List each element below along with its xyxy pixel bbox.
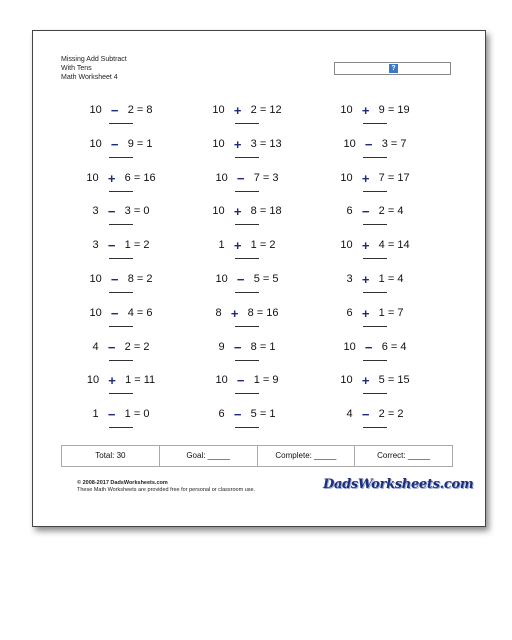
problem-equation xyxy=(197,205,297,218)
answer-blank[interactable] xyxy=(109,258,133,259)
result: = 18 xyxy=(259,205,282,218)
minus-operator: − xyxy=(361,204,370,220)
problem-equation xyxy=(325,273,425,286)
plus-operator: + xyxy=(233,238,242,254)
problem-item xyxy=(71,273,171,299)
plus-operator: + xyxy=(361,238,370,254)
answer-blank[interactable] xyxy=(109,224,133,225)
problem-equation xyxy=(325,172,425,185)
answer-blank[interactable] xyxy=(363,326,387,327)
copyright-line-1: © 2008-2017 DadsWorksheets.com xyxy=(77,480,168,486)
second-operand: 4 xyxy=(127,306,134,319)
result: = 8 xyxy=(136,104,153,116)
second-operand: 4 xyxy=(378,239,385,252)
answer-blank[interactable] xyxy=(235,191,259,192)
first-operand: 10 xyxy=(86,171,99,184)
minus-operator: − xyxy=(110,103,119,118)
second-operand: 2 xyxy=(124,340,131,353)
second-operand: 1 xyxy=(253,374,260,387)
problem-equation xyxy=(325,205,425,218)
result: = 7 xyxy=(387,306,404,319)
second-operand: 7 xyxy=(378,171,385,184)
problem-item xyxy=(325,205,425,231)
first-operand: 4 xyxy=(92,340,99,353)
problem-item xyxy=(71,138,171,164)
result: = 19 xyxy=(387,104,410,116)
answer-blank[interactable] xyxy=(109,393,133,394)
result: = 6 xyxy=(136,306,153,319)
problem-equation xyxy=(197,104,297,117)
plus-operator: + xyxy=(361,272,370,287)
result: = 12 xyxy=(259,104,282,116)
plus-operator: + xyxy=(107,170,116,186)
second-operand: 5 xyxy=(250,408,257,421)
problem-equation xyxy=(325,307,425,320)
title-line-1: Missing Add Subtract xyxy=(61,56,127,63)
first-operand: 3 xyxy=(346,273,353,285)
problem-equation xyxy=(197,408,297,421)
answer-blank[interactable] xyxy=(109,360,133,361)
second-operand: 5 xyxy=(253,273,260,285)
first-operand: 6 xyxy=(346,306,353,319)
problem-equation xyxy=(71,205,171,218)
second-operand: 5 xyxy=(378,374,385,387)
first-operand: 10 xyxy=(340,171,353,184)
name-field[interactable] xyxy=(334,62,451,75)
answer-blank[interactable] xyxy=(109,292,133,293)
answer-blank[interactable] xyxy=(235,292,259,293)
second-operand: 8 xyxy=(250,340,257,353)
minus-operator: − xyxy=(361,407,370,423)
problem-item xyxy=(71,408,171,434)
worksheet-page xyxy=(32,30,486,527)
first-operand: 10 xyxy=(215,171,228,184)
problem-equation xyxy=(325,341,425,354)
first-operand: 10 xyxy=(86,374,100,387)
first-operand: 3 xyxy=(92,239,99,252)
answer-blank[interactable] xyxy=(363,123,387,124)
second-operand: 6 xyxy=(124,171,131,184)
total-cell: Total: 30 xyxy=(62,446,160,466)
answer-blank[interactable] xyxy=(363,258,387,259)
minus-operator: − xyxy=(107,204,116,220)
problem-item xyxy=(325,374,425,400)
title-line-3: Math Worksheet 4 xyxy=(61,74,118,81)
minus-operator: − xyxy=(364,339,373,355)
question-mark-icon: ? xyxy=(389,64,398,73)
first-operand: 4 xyxy=(346,408,353,421)
plus-operator: + xyxy=(361,103,370,118)
result: = 4 xyxy=(387,273,404,285)
problem-item xyxy=(197,172,297,198)
second-operand: 1 xyxy=(124,239,131,252)
first-operand: 10 xyxy=(343,137,356,150)
minus-operator: − xyxy=(107,238,116,254)
score-table xyxy=(61,445,453,467)
plus-operator: + xyxy=(233,204,242,220)
result: = 16 xyxy=(133,171,156,184)
problem-item xyxy=(197,138,297,164)
problem-equation xyxy=(197,172,297,185)
problem-equation xyxy=(71,374,171,387)
first-operand: 6 xyxy=(218,408,225,421)
problem-equation xyxy=(197,273,297,286)
second-operand: 2 xyxy=(378,205,385,218)
answer-blank[interactable] xyxy=(235,393,259,394)
answer-blank[interactable] xyxy=(363,191,387,192)
problem-equation xyxy=(325,374,425,387)
problem-equation xyxy=(197,307,297,320)
answer-blank[interactable] xyxy=(235,123,259,124)
answer-blank[interactable] xyxy=(109,326,133,327)
problem-item xyxy=(325,239,425,265)
problem-item xyxy=(197,341,297,367)
plus-operator: + xyxy=(361,373,370,389)
problem-item xyxy=(325,138,425,164)
result: = 13 xyxy=(259,137,282,150)
problem-item xyxy=(71,239,171,265)
goal-cell: Goal: _____ xyxy=(160,446,258,466)
first-operand: 10 xyxy=(212,104,225,116)
result: = 0 xyxy=(133,408,150,421)
plus-operator: + xyxy=(361,305,370,321)
minus-operator: − xyxy=(236,272,245,287)
plus-operator: + xyxy=(230,305,239,321)
problem-item xyxy=(197,307,297,333)
problem-item xyxy=(325,341,425,367)
result: = 1 xyxy=(259,408,276,421)
plus-operator: + xyxy=(361,170,370,186)
first-operand: 1 xyxy=(218,239,225,252)
result: = 1 xyxy=(136,137,153,150)
minus-operator: − xyxy=(110,136,119,152)
problem-item xyxy=(325,273,425,299)
problem-equation xyxy=(197,374,297,387)
minus-operator: − xyxy=(110,272,119,287)
result: = 4 xyxy=(387,205,404,218)
answer-blank[interactable] xyxy=(363,224,387,225)
minus-operator: − xyxy=(236,373,245,389)
second-operand: 8 xyxy=(127,273,134,285)
second-operand: 1 xyxy=(125,374,132,387)
problem-item xyxy=(71,104,171,130)
first-operand: 10 xyxy=(89,104,102,116)
second-operand: 1 xyxy=(378,273,385,285)
first-operand: 10 xyxy=(343,340,356,353)
problem-equation xyxy=(71,104,171,117)
second-operand: 3 xyxy=(381,137,388,150)
answer-blank[interactable] xyxy=(109,191,133,192)
problem-equation xyxy=(325,408,425,421)
second-operand: 1 xyxy=(250,239,257,252)
first-operand: 3 xyxy=(92,205,99,218)
answer-blank[interactable] xyxy=(235,427,259,428)
problem-equation xyxy=(71,138,171,151)
problem-equation xyxy=(197,239,297,252)
result: = 16 xyxy=(256,306,279,319)
problem-equation xyxy=(197,341,297,354)
result: = 4 xyxy=(390,340,407,353)
result: = 2 xyxy=(259,239,276,252)
problem-equation xyxy=(71,408,171,421)
second-operand: 3 xyxy=(250,137,257,150)
second-operand: 2 xyxy=(127,104,134,116)
second-operand: 1 xyxy=(378,306,385,319)
problem-equation xyxy=(325,138,425,151)
second-operand: 6 xyxy=(381,340,388,353)
correct-cell: Correct: _____ xyxy=(377,451,431,460)
result: = 2 xyxy=(133,239,150,252)
result: = 9 xyxy=(262,374,279,387)
answer-blank[interactable] xyxy=(363,157,387,158)
minus-operator: − xyxy=(107,339,116,355)
result: = 2 xyxy=(136,273,153,285)
minus-operator: − xyxy=(233,339,242,355)
problem-item xyxy=(71,307,171,333)
plus-operator: + xyxy=(233,103,242,118)
problem-item xyxy=(71,341,171,367)
second-operand: 3 xyxy=(124,205,131,218)
second-operand: 2 xyxy=(250,104,257,116)
first-operand: 10 xyxy=(215,374,228,387)
minus-operator: − xyxy=(110,305,119,321)
first-operand: 10 xyxy=(340,374,353,387)
first-operand: 9 xyxy=(218,340,225,353)
answer-blank[interactable] xyxy=(109,427,133,428)
complete-cell: Complete: _____ xyxy=(258,446,356,466)
problem-item xyxy=(197,205,297,231)
problem-equation xyxy=(71,341,171,354)
first-operand: 10 xyxy=(212,205,225,218)
answer-blank[interactable] xyxy=(109,123,133,124)
second-operand: 8 xyxy=(250,205,257,218)
minus-operator: − xyxy=(233,407,242,423)
problem-item xyxy=(325,172,425,198)
copyright-line-2: These Math Worksheets are provided free for personal or classroom use. xyxy=(77,487,256,493)
result: = 14 xyxy=(387,239,410,252)
first-operand: 10 xyxy=(215,273,228,285)
second-operand: 2 xyxy=(378,408,385,421)
answer-blank[interactable] xyxy=(235,224,259,225)
problem-equation xyxy=(71,273,171,286)
problem-equation xyxy=(71,239,171,252)
first-operand: 1 xyxy=(92,408,99,421)
result: = 15 xyxy=(387,374,410,387)
minus-operator: − xyxy=(107,407,116,423)
problem-item xyxy=(325,408,425,434)
first-operand: 10 xyxy=(89,137,102,150)
second-operand: 9 xyxy=(378,104,385,116)
plus-operator: + xyxy=(233,136,242,152)
result: = 1 xyxy=(259,340,276,353)
problem-item xyxy=(71,205,171,231)
problem-item xyxy=(325,307,425,333)
minus-operator: − xyxy=(236,170,245,186)
problem-equation xyxy=(325,104,425,117)
second-operand: 8 xyxy=(247,306,254,319)
answer-blank[interactable] xyxy=(235,360,259,361)
problem-equation xyxy=(325,239,425,252)
result: = 17 xyxy=(387,171,410,184)
answer-blank[interactable] xyxy=(109,157,133,158)
first-operand: 10 xyxy=(340,239,353,252)
problem-item xyxy=(197,374,297,400)
problem-item xyxy=(71,172,171,198)
first-operand: 10 xyxy=(89,273,102,285)
problem-item xyxy=(197,273,297,299)
second-operand: 1 xyxy=(124,408,131,421)
minus-operator: − xyxy=(364,136,373,152)
answer-blank[interactable] xyxy=(363,360,387,361)
problem-item xyxy=(197,408,297,434)
first-operand: 10 xyxy=(212,137,225,150)
title-line-2: With Tens xyxy=(61,65,92,72)
second-operand: 7 xyxy=(253,171,260,184)
result: = 0 xyxy=(133,205,150,218)
answer-blank[interactable] xyxy=(363,393,387,394)
result: = 11 xyxy=(134,374,156,387)
answer-blank[interactable] xyxy=(235,258,259,259)
problem-equation xyxy=(197,138,297,151)
answer-blank[interactable] xyxy=(235,326,259,327)
result: = 5 xyxy=(262,273,279,285)
problem-equation xyxy=(71,172,171,185)
result: = 7 xyxy=(390,137,407,150)
first-operand: 8 xyxy=(215,306,222,319)
problem-item xyxy=(197,104,297,130)
problem-item xyxy=(325,104,425,130)
problem-equation xyxy=(71,307,171,320)
first-operand: 10 xyxy=(89,306,102,319)
result: = 3 xyxy=(262,171,279,184)
result: = 2 xyxy=(387,408,404,421)
answer-blank[interactable] xyxy=(235,157,259,158)
second-operand: 9 xyxy=(127,137,134,150)
answer-blank[interactable] xyxy=(363,427,387,428)
problem-item xyxy=(197,239,297,265)
dadsworksheets-logo: DadsWorksheets.com xyxy=(323,477,474,492)
first-operand: 6 xyxy=(346,205,353,218)
first-operand: 10 xyxy=(340,104,353,116)
plus-operator: + xyxy=(108,373,116,389)
problem-item xyxy=(71,374,171,400)
worksheet-title xyxy=(61,55,127,82)
copyright-notice xyxy=(77,480,255,494)
answer-blank[interactable] xyxy=(363,292,387,293)
result: = 2 xyxy=(133,340,150,353)
